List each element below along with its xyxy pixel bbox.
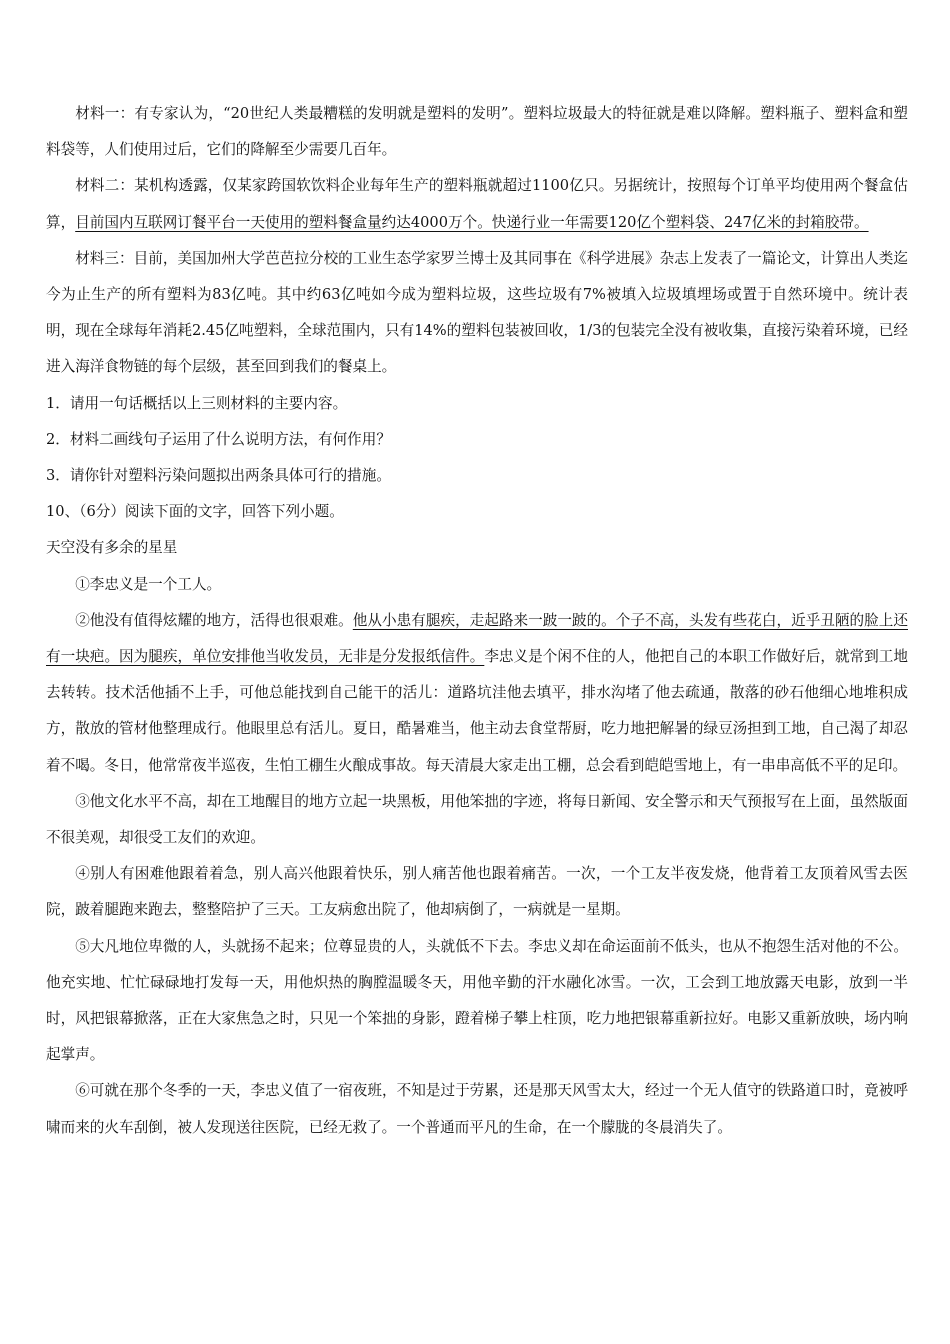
question-2: 2．材料二画线句子运用了什么说明方法，有何作用？ — [46, 430, 391, 448]
story-paragraph-2 — [46, 603, 908, 784]
material-1 — [46, 96, 908, 168]
material-1-text: 材料一：有专家认为，“20世纪人类最糟糕的发明就是塑料的发明”。塑料垃圾最大的特征就是难以降解。塑料瓶子、塑料盒和塑料袋等，人们使用过后，它们的降解至少需要几百年。 — [46, 105, 908, 159]
material-3 — [46, 241, 908, 386]
story-paragraph-2-rest: 李忠义是个闲不住的人，他把自己的本职工作做好后，就常到工地去转转。技术活他插不上手，可他总能找到自己能干的活儿：道路坑洼他去填平，排水沟堵了他去疏通，散落的砂石他细心地堆积成方，散放的管材他整理成行。他眼里总有活儿。夏日，酷暑难当，他主动去食堂帮厨，吃力地把解暑的绿豆汤担到工地，自己渴了却忍着不喝。冬日，他常常夜半巡夜，生怕工棚生火酿成事故。每天清晨大家走出工棚，总会看到皑皑雪地上，有一串串高低不平的足印。 — [46, 648, 908, 774]
material-2 — [46, 168, 908, 240]
story-title: 天空没有多余的星星 — [46, 539, 178, 557]
story-paragraph-5: ⑤大凡地位卑微的人，头就扬不起来；位尊显贵的人，头就低不下去。李忠义却在命运面前不低头，也从不抱怨生活对他的不公。他充实地、忙忙碌碌地打发每一天，用他炽热的胸膛温暖冬天，用他辛勤的汗水融化冰雪。一次，工会到工地放露天电影，放到一半时，风把银幕掀落，正在大家焦急之时，只见一个笨拙的身影，蹬着梯子攀上柱顶，吃力地把银幕重新拉好。电影又重新放映，场内响起掌声。 — [46, 937, 908, 1064]
story-paragraph-2-start: ②他没有值得炫耀的地方，活得也很艰难。 — [75, 611, 353, 629]
question-1: 1．请用一句话概括以上三则材料的主要内容。 — [46, 394, 348, 412]
material-2-text: 材料二：某机构透露，仅某家跨国软饮料企业每年生产的塑料瓶就超过1100亿只。另据统计，按照每个订单平均使用两个餐盒估算， — [46, 177, 908, 231]
material-2-underlined-sentence: 目前国内互联网订餐平台一天使用的塑料餐盒量约达4000万个。快递行业一年需要120亿个塑料袋、247亿米的封箱胶带。 — [75, 213, 869, 231]
story-paragraph-4: ④别人有困难他跟着着急，别人高兴他跟着快乐，别人痛苦他也跟着痛苦。一次，一个工友半夜发烧，他背着工友顶着风雪去医院，跛着腿跑来跑去，整整陪护了三天。工友病愈出院了，他却病倒了，一病就是一星期。 — [46, 865, 908, 919]
story-paragraph-6: ⑥可就在那个冬季的一天，李忠义值了一宿夜班，不知是过于劳累，还是那天风雪太大，经过一个无人值守的铁路道口时，竟被呼啸而来的火车刮倒，被人发现送往医院，已经无救了。一个普通而平凡的生命，在一个朦胧的冬晨消失了。 — [46, 1082, 908, 1136]
document-page — [46, 96, 908, 1146]
story-paragraph-2-underlined: 他从小患有腿疾，走起路来一跛一跛的。个子不高，头发有些花白，近乎丑陋的脸上还有一块疤。因为腿疾，单位安排他当收发员，无非是分发报纸信件。 — [46, 611, 908, 666]
question-3: 3．请你针对塑料污染问题拟出两条具体可行的措施。 — [46, 467, 391, 485]
story-paragraph-1: ①李忠义是一个工人。 — [75, 575, 222, 593]
story-paragraph-3: ③他文化水平不高，却在工地醒目的地方立起一块黑板，用他笨拙的字迹，将每日新闻、安全警示和天气预报写在上面，虽然版面不很美观，却很受工友们的欢迎。 — [46, 792, 908, 847]
question-10-heading: 10、（6分）阅读下面的文字，回答下列小题。 — [46, 503, 344, 521]
material-3-text: 材料三：目前，美国加州大学芭芭拉分校的工业生态学家罗兰博士及其同事在《科学进展》杂志上发表了一篇论文，计算出人类迄今为止生产的所有塑料为83亿吨。其中约63亿吨如今成为塑料垃圾，这些垃圾有7%被填入垃圾填埋场或置于自然环境中。统计表明，现在全球每年消耗2.45亿吨塑料，全球范围内，只有14%的塑料包装被回收，1/3的包装完全没有被收集，直接污染着环境，已经进入海洋食物链的每个层级，甚至回到我们的餐桌上。 — [46, 249, 908, 376]
